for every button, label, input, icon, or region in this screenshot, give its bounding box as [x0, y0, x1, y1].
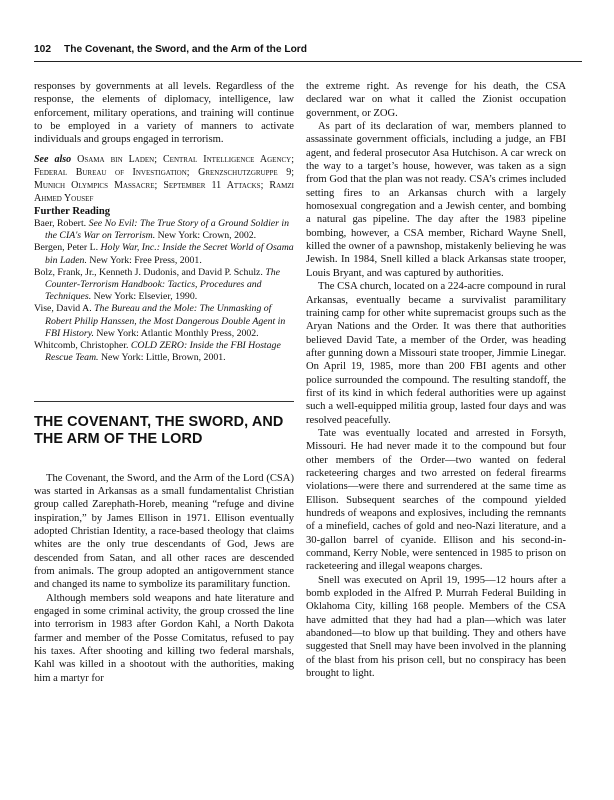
section-title: THE COVENANT, THE SWORD, AND THE ARM OF THE LORD [34, 413, 284, 447]
body-paragraph: Tate was eventually located and arrested in Forsyth, Missouri. He had never made it to the compound but four other members of the Order—two wanted on federal racketeering charges and two arrested on federal firearms violations—were there and surrendered at the same time as Ellison. Subsequent searches of the compound yielded hundreds of weapons and explosives, including the remnants of a minefield, caches of gold and neo-Nazi literature, and a 30-gallon barrel of cyanide. Ellison and his second-in-command, Kerry Noble, were sentenced in 1985 to prison on racketeering and illegal weapons charges. [306, 427, 566, 573]
bibliography-entry: Whitcomb, Christopher. COLD ZERO: Inside the FBI Hostage Rescue Team. New York: Little, Brown, 2001. [34, 340, 281, 364]
see-also [34, 153, 294, 205]
see-also-label: See also [34, 153, 72, 165]
bibliography-entry: Bolz, Frank, Jr., Kenneth J. Dudonis, and David P. Schulz. The Counter-Terrorism Handbook: Tactics, Procedures and Techniques. New York: Elsevier, 1990. [34, 266, 281, 303]
continued-paragraph: responses by governments at all levels. Regardless of the response, the elements of diplomacy, intelligence, law enforcement, military operations, and training will continue to be employed in a variety of manners to activate individuals and groups engaged in terrorism. [34, 81, 294, 146]
body-paragraph: The Covenant, the Sword, and the Arm of the Lord (CSA) was started in Arkansas as a small fundamentalist Christian group called Zarephath-Horeb, meaning “refuge and divine inspiration,” by James Ellison in 1971. Ellison eventually adopted Christian Identity, a race-based theology that claims whites are the only true descendants of God, Jews are descended from Satan, and all other races are descended from animals. The group adopted an antigovernment stance and changed its name to symbolize its paramilitary function. [34, 472, 294, 591]
section-divider [34, 401, 294, 402]
body-paragraph: Although members sold weapons and hate literature and engaged in some criminal activity, the group crossed the line into terrorism in 1983 after Gordon Kahl, a North Dakota farmer and member of the Posse Comitatus, refused to pay his taxes. After shooting and killing two federal marshals, Kahl was killed in a shootout with the authorities, making him a martyr for [34, 592, 294, 684]
body-paragraph: As part of its declaration of war, members planned to assassinate government officials, including a judge, an FBI agent, and federal prosecutor Asa Hutchison. A car wreck on the way to a target’s house, however, was taken as a sign from God that the plan was not ready. CSA’s crimes included setting fires to an Arkansas church with a largely homosexual congregation and a Jewish center, and bombing a natural gas pipeline. The day after the 1983 pipeline bombing, however, a CSA member, Richard Wayne Snell, killed the owner of a pawnshop, mistakenly believing he was Jewish. In 1984, Snell killed a black Arkansas state trooper, Louis Bryant, and was captured by authorities. [306, 121, 566, 279]
running-header [34, 44, 582, 60]
right-column [306, 80, 566, 680]
further-reading-list [34, 218, 294, 364]
body-paragraph: the extreme right. As revenge for his death, the CSA declared war on what it called the Zionist occupation government, or ZOG. [306, 81, 566, 119]
page-number: 102 [34, 44, 51, 55]
body-paragraph: The CSA church, located on a 224-acre compound in rural Arkansas, eventually became a survivalist paramilitary training camp for other white supremacist groups such as the Aryan Nations and the Order. It was there that authorities believed David Tate, a member of the Order, was heading after gunning down a Missouri state trooper, Jimmie Linegar. On April 19, 1985, more than 200 FBI agents and other police surrounded the compound. The resulting standoff, the first of its kind in which federal authorities were up against such a well-equipped militia group, lasted four days and was resolved peacefully. [306, 281, 566, 426]
bibliography-entry: Vise, David A. The Bureau and the Mole: The Unmasking of Robert Philip Hanssen, the Most Dangerous Double Agent in FBI History. New York: Atlantic Monthly Press, 2002. [34, 303, 286, 339]
left-column [34, 80, 294, 685]
running-title: The Covenant, the Sword, and the Arm of the Lord [64, 44, 307, 55]
bibliography-entry: Bergen, Peter L. Holy War, Inc.: Inside the Secret World of Osama bin Laden. New York: Free Press, 2001. [34, 242, 294, 266]
body-paragraph: Snell was executed on April 19, 1995—12 hours after a bomb exploded in the Alfred P. Murrah Federal Building in Oklahoma City, killing 168 people. Members of the CSA have admitted that they had had a plan—which was later abandoned—to blow up that building. They and others have suggested that Snell may have been involved in the planning of the blast from his prison cell, but no conspiracy has been brought to light. [306, 574, 566, 680]
further-reading-heading: Further Reading [34, 205, 111, 217]
header-rule [34, 61, 582, 62]
bibliography-entry: Baer, Robert. See No Evil: The True Story of a Ground Soldier in the CIA's War on Terrorism. New York: Crown, 2002. [34, 218, 290, 242]
see-also-references: Osama bin Laden; Central Intelligence Agency; Federal Bureau of Investigation; Grenzschutzgruppe 9; Munich Olympics Massacre; September 11 Attacks; Ramzi Ahmed Yousef [34, 153, 295, 204]
